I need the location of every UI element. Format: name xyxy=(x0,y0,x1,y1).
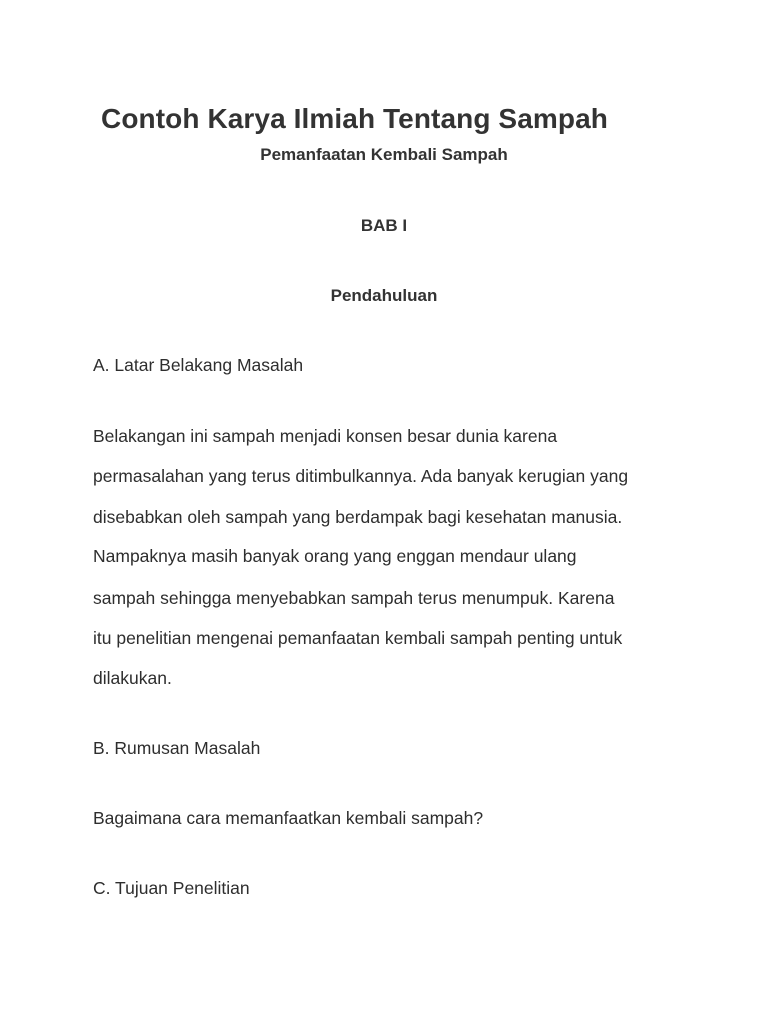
document-subtitle: Pemanfaatan Kembali Sampah xyxy=(260,145,508,164)
section-a-paragraph-line: sampah sehingga menyebabkan sampah terus menumpuk. Karena xyxy=(93,588,615,608)
section-a-paragraph-line: permasalahan yang terus ditimbulkannya. Ada banyak kerugian yang xyxy=(93,466,629,486)
section-a-paragraph-line: dilakukan. xyxy=(93,668,172,688)
section-a-paragraph-line: Nampaknya masih banyak orang yang enggan mendaur ulang xyxy=(93,546,577,566)
section-a-paragraph-line: itu penelitian mengenai pemanfaatan kembali sampah penting untuk xyxy=(93,628,623,648)
section-a-heading: A. Latar Belakang Masalah xyxy=(93,355,304,375)
section-b-paragraph: Bagaimana cara memanfaatkan kembali sampah? xyxy=(93,808,484,828)
chapter-title: Pendahuluan xyxy=(330,286,438,305)
chapter-number: BAB I xyxy=(360,216,408,235)
document-title: Contoh Karya Ilmiah Tentang Sampah xyxy=(101,103,608,134)
section-b-heading: B. Rumusan Masalah xyxy=(93,738,261,758)
section-a-paragraph-line: Belakangan ini sampah menjadi konsen besar dunia karena xyxy=(93,426,558,446)
section-a-paragraph-line: disebabkan oleh sampah yang berdampak bagi kesehatan manusia. xyxy=(93,507,623,527)
section-c-heading: C. Tujuan Penelitian xyxy=(93,878,250,898)
